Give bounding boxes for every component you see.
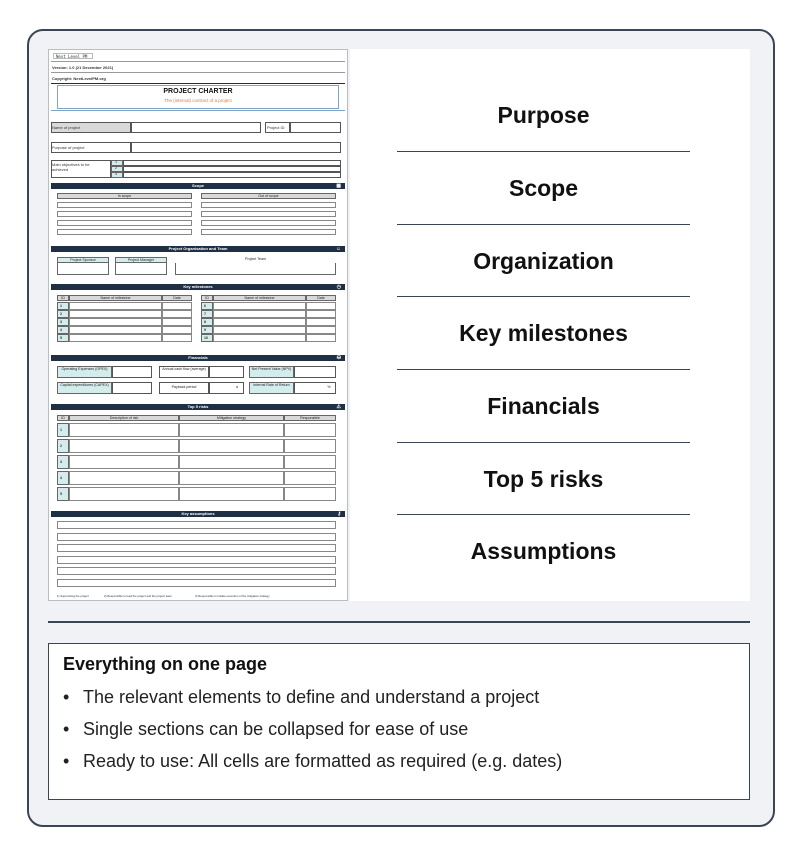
milestone-name-cell[interactable] xyxy=(213,326,306,334)
project-id-field[interactable] xyxy=(290,122,341,133)
milestone-name-label: Name of milestone xyxy=(100,296,131,300)
risk-resp-cell[interactable] xyxy=(284,487,336,501)
topic-scope: Scope xyxy=(508,175,579,201)
milestone-id-cell xyxy=(57,334,69,342)
risk-mitigation-header xyxy=(179,415,284,421)
header-rule xyxy=(51,83,345,84)
scope-cell[interactable] xyxy=(201,229,336,235)
milestone-id-header xyxy=(57,295,69,301)
milestone-date-label: Date xyxy=(317,296,325,300)
milestone-date-cell[interactable] xyxy=(306,326,336,334)
risk-desc-cell[interactable] xyxy=(69,487,179,501)
risk-id-header xyxy=(57,415,69,421)
manager-label: Project Manager xyxy=(127,258,155,262)
sponsor-header xyxy=(57,257,109,263)
risk-resp-header xyxy=(284,415,336,421)
summary-bullet xyxy=(63,713,735,745)
objective-number: 2 xyxy=(115,166,118,170)
irr-unit: % xyxy=(327,385,331,389)
scope-cell[interactable] xyxy=(57,211,192,217)
objective-number: 3 xyxy=(115,172,118,176)
charter-title: PROJECT CHARTER xyxy=(163,88,233,95)
risk-id: 4 xyxy=(60,476,62,480)
milestone-id: 10 xyxy=(204,335,208,340)
risks-bar[interactable] xyxy=(51,404,345,410)
scope-cell[interactable] xyxy=(201,202,336,208)
scope-cell[interactable] xyxy=(57,202,192,208)
milestone-date-cell[interactable] xyxy=(306,302,336,310)
team-label: Project Team xyxy=(245,257,266,261)
cash-flow-field[interactable] xyxy=(209,366,244,378)
milestone-id: 1 xyxy=(60,303,62,308)
topic-organization: Organization xyxy=(473,248,614,274)
risk-desc-label: Description of risk xyxy=(109,416,139,420)
copyright-text: Copyright: NextLevelPM.org xyxy=(52,76,106,81)
opex-field[interactable] xyxy=(112,366,152,378)
risk-mitigation-label: Mitigation strategy xyxy=(216,416,247,420)
milestone-date-cell[interactable] xyxy=(162,334,192,342)
risk-id-cell xyxy=(57,423,69,437)
milestone-id-label: ID xyxy=(61,296,65,300)
milestone-id-label: ID xyxy=(205,296,209,300)
milestone-id: 9 xyxy=(204,327,206,332)
risk-desc-cell[interactable] xyxy=(69,423,179,437)
risk-resp-cell[interactable] xyxy=(284,471,336,485)
in-scope-header xyxy=(57,193,192,199)
milestone-name-cell[interactable] xyxy=(69,318,162,326)
topic-purpose: Purpose xyxy=(497,102,590,128)
milestones-title: Key milestones xyxy=(183,284,213,289)
scope-bar[interactable] xyxy=(51,183,345,189)
risk-id: 3 xyxy=(60,460,62,464)
payback-unit: a xyxy=(236,385,238,389)
opex-label: Operating Expenses (OPEX) xyxy=(61,367,108,371)
assumption-cell[interactable] xyxy=(57,521,336,529)
milestone-id: 6 xyxy=(204,303,206,308)
capex-label: Capital expenditures (CAPEX) xyxy=(60,383,109,387)
milestone-date-cell[interactable] xyxy=(162,326,192,334)
summary-bullet-text: Single sections can be collapsed for ease of use xyxy=(83,718,469,739)
payback-label: Payback period xyxy=(171,385,197,389)
summary-bullet xyxy=(63,745,735,777)
manager-header xyxy=(115,257,167,263)
objective-field[interactable] xyxy=(123,172,341,178)
clock-icon: ◷ xyxy=(336,284,341,290)
assumptions-title: Key assumptions xyxy=(181,511,215,516)
milestone-date-label: Date xyxy=(173,296,181,300)
milestone-id-header xyxy=(201,295,213,301)
summary-bullet xyxy=(63,681,735,713)
logo-text: Next Level PM xyxy=(56,54,88,59)
objective-number: 1 xyxy=(115,160,118,164)
milestone-id-cell xyxy=(57,318,69,326)
bullet-icon: • xyxy=(63,718,70,739)
milestone-id: 8 xyxy=(204,319,206,324)
milestone-date-cell[interactable] xyxy=(306,310,336,318)
milestone-name-cell[interactable] xyxy=(69,302,162,310)
risk-resp-cell[interactable] xyxy=(284,423,336,437)
milestone-id: 7 xyxy=(204,311,206,316)
financials-bar[interactable] xyxy=(51,355,345,361)
summary-title: Everything on one page xyxy=(63,654,268,674)
risk-resp-cell[interactable] xyxy=(284,455,336,469)
section-divider xyxy=(48,621,750,623)
milestone-id-cell xyxy=(57,302,69,310)
topic-assumptions: Assumptions xyxy=(470,538,617,564)
purpose-label: Purpose of project xyxy=(52,145,85,150)
risk-resp-label: Responsible xyxy=(300,416,320,420)
assumption-cell[interactable] xyxy=(57,579,336,587)
milestone-name-cell[interactable] xyxy=(69,334,162,342)
scope-icon: ▦ xyxy=(336,183,341,189)
milestone-date-header xyxy=(306,295,336,301)
topic-key-milestones: Key milestones xyxy=(459,320,628,346)
milestone-id: 3 xyxy=(60,319,62,324)
charter-subtitle: The (internal) contract of a project xyxy=(164,98,232,103)
capex-field[interactable] xyxy=(112,382,152,394)
risk-id-cell xyxy=(57,455,69,469)
milestone-name-cell[interactable] xyxy=(213,302,306,310)
coins-icon: ⛁ xyxy=(336,355,341,361)
risks-title: Top 5 risks xyxy=(187,404,209,409)
risk-id: 5 xyxy=(60,492,62,496)
risk-desc-header xyxy=(69,415,179,421)
npv-label: Net Present Value (NPV) xyxy=(251,367,292,371)
header-rule xyxy=(51,61,345,62)
risk-mitigation-cell[interactable] xyxy=(179,423,284,437)
assumption-cell[interactable] xyxy=(57,544,336,552)
milestone-id-cell xyxy=(201,310,213,318)
milestone-name-cell[interactable] xyxy=(69,326,162,334)
bullet-icon: • xyxy=(63,686,70,707)
risk-icon: ⚠ xyxy=(336,404,341,410)
milestone-name-label: Name of milestone xyxy=(244,296,275,300)
scope-cell[interactable] xyxy=(57,229,192,235)
risk-id-label: ID xyxy=(61,416,65,420)
milestone-date-cell[interactable] xyxy=(162,302,192,310)
milestone-name-cell[interactable] xyxy=(213,334,306,342)
title-rule xyxy=(51,110,345,111)
scope-cell[interactable] xyxy=(57,220,192,226)
section-list-panel xyxy=(350,49,750,601)
milestone-name-cell[interactable] xyxy=(69,310,162,318)
milestone-id-cell xyxy=(201,302,213,310)
organisation-title: Project Organisation and Team xyxy=(168,246,228,251)
milestone-date-cell[interactable] xyxy=(306,334,336,342)
scope-cell[interactable] xyxy=(201,220,336,226)
project-charter-sheet xyxy=(48,49,348,601)
assumptions-bar[interactable] xyxy=(51,511,345,517)
npv-field[interactable] xyxy=(294,366,336,378)
cash-flow-label: Annual cash flow (average) xyxy=(162,367,206,371)
name-field[interactable] xyxy=(131,122,261,133)
irr-label: Internal Rate of Return xyxy=(253,383,290,387)
summary-box xyxy=(48,643,750,800)
out-of-scope-header xyxy=(201,193,336,199)
milestone-name-header xyxy=(213,295,306,301)
milestone-name-cell[interactable] xyxy=(213,310,306,318)
milestone-date-cell[interactable] xyxy=(162,310,192,318)
risk-mitigation-cell[interactable] xyxy=(179,455,284,469)
objectives-label: Main objectives to be achieved xyxy=(52,162,90,172)
risk-resp-cell[interactable] xyxy=(284,439,336,453)
milestone-date-cell[interactable] xyxy=(162,318,192,326)
key-icon: ⚷ xyxy=(337,511,341,517)
risk-mitigation-cell[interactable] xyxy=(179,487,284,501)
scope-title: Scope xyxy=(191,183,204,188)
risk-id-cell xyxy=(57,487,69,501)
footnote: 2) Responsible to lead the project and the project team xyxy=(104,594,172,598)
topic-top-5-risks: Top 5 risks xyxy=(483,466,604,492)
team-icon: ☺ xyxy=(335,246,341,252)
in-scope-label: In scope xyxy=(117,194,132,198)
header-rule xyxy=(51,72,345,73)
milestone-id-cell xyxy=(57,326,69,334)
assumption-cell[interactable] xyxy=(57,556,336,564)
milestone-id-cell xyxy=(201,326,213,334)
bullet-icon: • xyxy=(63,750,70,771)
risk-desc-cell[interactable] xyxy=(69,471,179,485)
milestone-name-header xyxy=(69,295,162,301)
milestone-id: 4 xyxy=(60,327,62,332)
milestone-id-cell xyxy=(57,310,69,318)
project-id-label: Project ID xyxy=(267,125,285,130)
version-text: Version: 1.0 (21 December 2021) xyxy=(52,65,114,70)
organisation-bar[interactable] xyxy=(51,246,345,252)
assumption-cell[interactable] xyxy=(57,567,336,575)
risk-id-cell xyxy=(57,439,69,453)
name-label: Name of project xyxy=(52,125,81,130)
milestone-id: 2 xyxy=(60,311,62,316)
risk-id: 1 xyxy=(60,428,62,432)
summary-bullet-text: The relevant elements to define and understand a project xyxy=(83,686,540,707)
risk-mitigation-cell[interactable] xyxy=(179,471,284,485)
risk-desc-cell[interactable] xyxy=(69,439,179,453)
risk-id: 2 xyxy=(60,444,62,448)
financials-title: Financials xyxy=(188,355,208,360)
assumption-cell[interactable] xyxy=(57,533,336,541)
milestone-date-header xyxy=(162,295,192,301)
milestone-date-cell[interactable] xyxy=(306,318,336,326)
summary-bullet-text: Ready to use: All cells are formatted as required (e.g. dates) xyxy=(83,750,563,771)
risk-mitigation-cell[interactable] xyxy=(179,439,284,453)
risk-id-cell xyxy=(57,471,69,485)
milestone-id-cell xyxy=(201,318,213,326)
team-header xyxy=(175,257,336,263)
risk-desc-cell[interactable] xyxy=(69,455,179,469)
topic-financials: Financials xyxy=(487,393,600,419)
footnote: 1) Supervising the project xyxy=(57,594,89,598)
milestone-id: 5 xyxy=(60,335,62,340)
scope-cell[interactable] xyxy=(201,211,336,217)
milestone-name-cell[interactable] xyxy=(213,318,306,326)
purpose-field[interactable] xyxy=(131,142,341,153)
out-of-scope-label: Out of scope xyxy=(258,194,279,198)
sponsor-label: Project Sponsor xyxy=(70,258,96,262)
footnote: 3) Responsible to initiate execution of the mitigation strategy xyxy=(195,594,270,598)
milestones-bar[interactable] xyxy=(51,284,345,290)
